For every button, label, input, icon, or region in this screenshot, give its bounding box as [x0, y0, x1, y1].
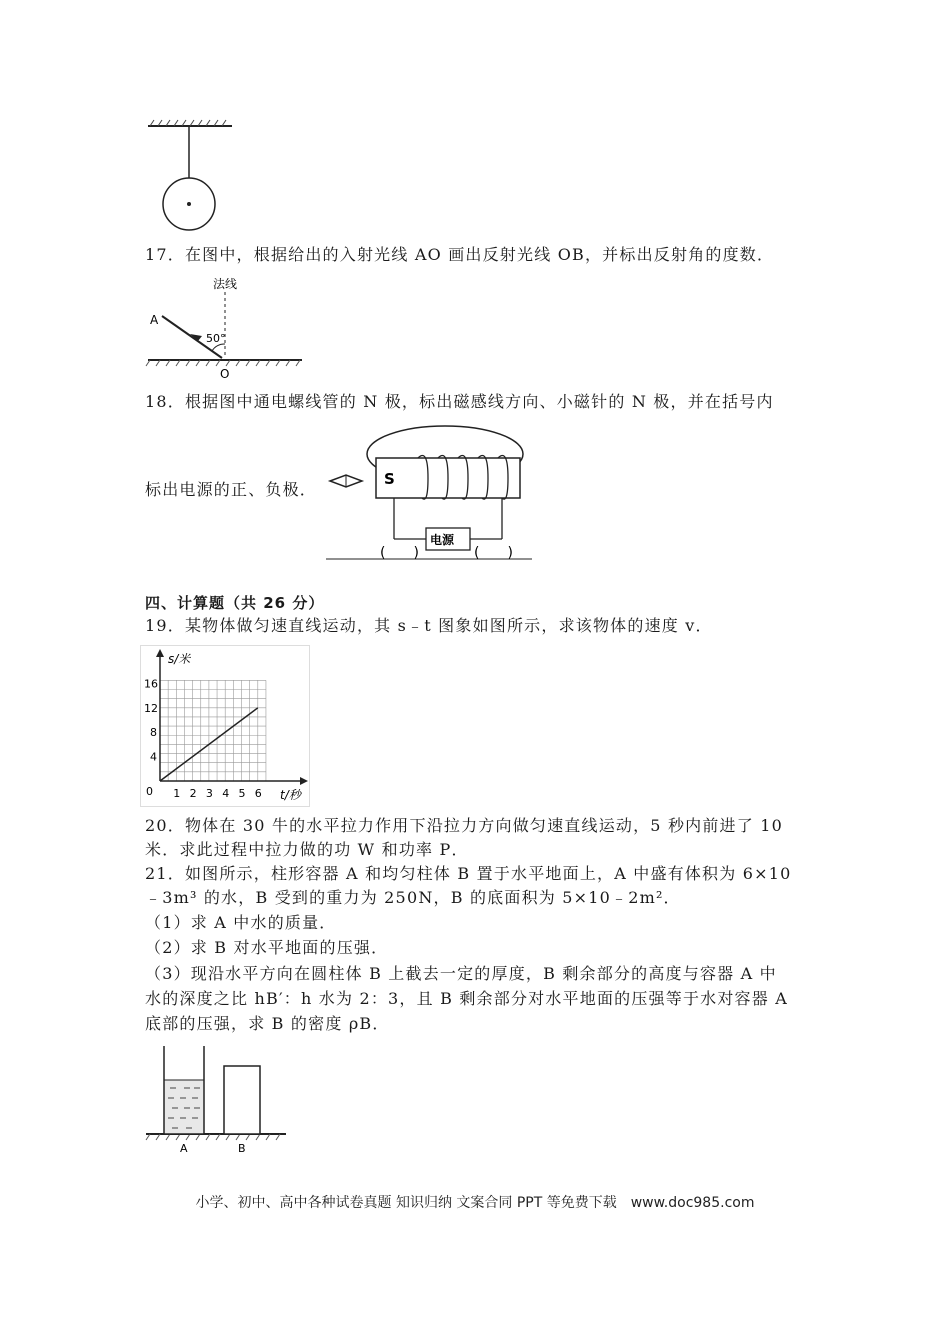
x-axis-arrow-icon: [300, 777, 308, 785]
q20-line-2: 米．求此过程中拉力做的功 W 和功率 P．: [145, 840, 469, 859]
ray-A-label: A: [150, 313, 159, 327]
y-tick-label: 16: [144, 677, 158, 691]
normal-label: 法线: [213, 277, 238, 291]
x-tick-label: 4: [222, 787, 230, 800]
label-A: A: [180, 1142, 188, 1155]
x-tick-label: 5: [238, 787, 246, 800]
q21-line-2: ﹣3m³ 的水，B 受到的重力为 250N，B 的底面积为 5×10﹣2m²．: [145, 888, 681, 907]
q17-text: 17．在图中，根据给出的入射光线 AO 画出反射光线 OB，并标出反射角的度数．: [145, 245, 775, 264]
angle-label: 50°: [206, 332, 226, 345]
page-footer: 小学、初中、高中各种试卷真题 知识归纳 文案合同 PPT 等免费下载 www.doc985.com: [195, 1195, 755, 1211]
x-axis-label: t/秒: [280, 788, 301, 802]
y-axis-arrow-icon: [156, 649, 164, 657]
q20-line-1: 20．物体在 30 牛的水平拉力作用下沿拉力方向做匀速直线运动，5 秒内前进了 10: [145, 816, 784, 835]
q21-line-1: 21．如图所示，柱形容器 A 和均匀柱体 B 置于水平地面上，A 中盛有体积为 6×10: [145, 864, 792, 883]
s-t-chart: [140, 645, 310, 807]
x-tick-label: 1: [173, 787, 181, 800]
q21-sub-3-line-1: （3）现沿水平方向在圆柱体 B 上截去一定的厚度，B 剩余部分的高度与容器 A 中: [145, 964, 777, 983]
origin-label: 0: [146, 785, 153, 798]
q21-sub-2: （2）求 B 对水平地面的压强．: [145, 938, 389, 957]
solenoid-S-label: S: [384, 470, 395, 488]
y-tick-label: 4: [150, 750, 157, 764]
point-O-label: O: [220, 367, 230, 381]
x-tick-label: 6: [254, 787, 262, 800]
container-figure: [140, 1042, 290, 1158]
q21-sub-1: （1）求 A 中水的质量．: [145, 913, 337, 932]
y-axis-label: s/米: [168, 652, 191, 666]
q21-sub-3-line-3: 底部的压强，求 B 的密度 ρB．: [145, 1014, 390, 1033]
q18-text-2: 标出电源的正、负极．: [145, 480, 318, 499]
chart-grid: [160, 680, 266, 781]
right-terminal-parens: ( ): [474, 545, 513, 561]
y-tick-label: 8: [150, 726, 157, 740]
q19-text: 19．某物体做匀速直线运动，其 s﹣t 图象如图所示，求该物体的速度 v．: [145, 616, 713, 635]
x-tick-label: 3: [205, 787, 213, 800]
cylinder-B: [224, 1066, 260, 1134]
solenoid-figure: [322, 420, 537, 566]
section-heading: 四、计算题（共 26 分）: [145, 594, 325, 612]
x-tick-label: 2: [189, 787, 197, 800]
y-tick-label: 12: [144, 701, 158, 715]
q21-sub-3-line-2: 水的深度之比 hB′：h 水为 2：3，且 B 剩余部分对水平地面的压强等于水对容器 A: [145, 989, 788, 1008]
q18-text-1: 18．根据图中通电螺线管的 N 极，标出磁感线方向、小磁针的 N 极，并在括号内: [145, 392, 774, 411]
label-B: B: [238, 1142, 246, 1155]
reflection-figure: [140, 272, 310, 384]
left-terminal-parens: ( ): [380, 545, 419, 561]
pendulum-figure: [140, 118, 240, 238]
power-source-label: 电源: [430, 533, 455, 547]
